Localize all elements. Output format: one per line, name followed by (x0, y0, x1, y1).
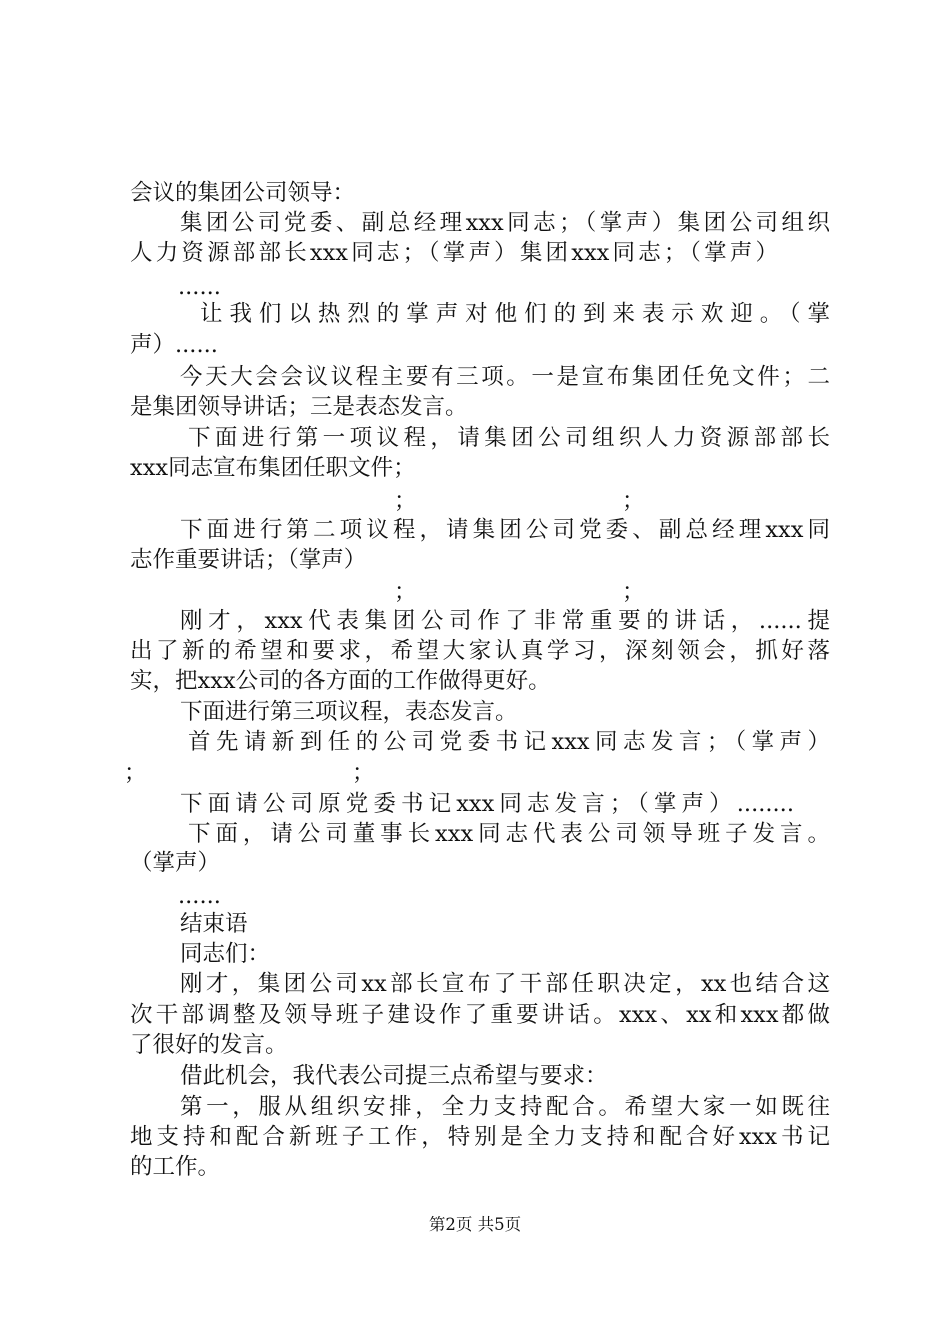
text-line: 是集团领导讲话；三是表态发言。 (130, 394, 468, 420)
text-line: 首先请新到任的公司党委书记xxx同志发言；（掌声） (188, 729, 830, 755)
text-line: ； (394, 488, 417, 514)
text-line: ； (394, 579, 417, 605)
text-line: ； (622, 579, 645, 605)
text-line: xxx同志宣布集团任职文件； (130, 455, 416, 481)
text-line: ； (124, 760, 147, 786)
text-line: 让我们以热烈的掌声对他们的到来表示欢迎。（掌 (200, 301, 830, 327)
page-number-footer: 第2页 共5页 (428, 1215, 522, 1234)
text-line: 今天大会会议议程主要有三项。一是宣布集团任免文件；二 (180, 364, 830, 390)
text-line: ...... (178, 274, 221, 300)
text-line: ； (622, 488, 645, 514)
text-line: 出了新的希望和要求，希望大家认真学习，深刻领会，抓好落 (130, 638, 830, 664)
text-line: 同志们： (180, 941, 271, 967)
text-line: ； (352, 760, 375, 786)
text-line: 会议的集团公司领导： (130, 180, 356, 206)
text-line: 下面进行第二项议程，请集团公司党委、副总经理xxx同 (180, 517, 830, 543)
text-line: 借此机会，我代表公司提三点希望与要求： (180, 1063, 608, 1089)
text-line: 下面，请公司董事长xxx同志代表公司领导班子发言。 (188, 821, 830, 847)
text-line: 次干部调整及领导班子建设作了重要讲话。xxx、xx和xxx都做 (130, 1002, 830, 1028)
text-line: 刚才，集团公司xx部长宣布了干部任职决定，xx也结合这 (180, 971, 830, 997)
text-line: 下面进行第三项议程，表态发言。 (180, 699, 518, 725)
text-line: （掌声） (130, 850, 221, 876)
text-line: 人力资源部部长xxx同志；（掌声）集团xxx同志；（掌声） (130, 240, 778, 266)
text-line: 志作重要讲话；（掌声） (130, 547, 367, 573)
text-line: 下面请公司原党委书记xxx同志发言；（掌声）........ (180, 791, 794, 817)
text-line: 实，把xxx公司的各方面的工作做得更好。 (130, 668, 551, 694)
text-line: 的工作。 (130, 1154, 221, 1180)
text-line: 声）...... (130, 332, 218, 358)
text-line: 刚才，xxx代表集团公司作了非常重要的讲话，......提 (180, 608, 830, 634)
text-line: ...... (178, 883, 221, 909)
text-line: 第一，服从组织安排，全力支持配合。希望大家一如既往 (180, 1094, 830, 1120)
text-line: 下面进行第一项议程，请集团公司组织人力资源部部长 (188, 425, 830, 451)
text-line: 结束语 (180, 911, 248, 937)
text-line: 地支持和配合新班子工作，特别是全力支持和配合好xxx书记 (130, 1124, 830, 1150)
text-line: 了很好的发言。 (130, 1032, 288, 1058)
text-line: 集团公司党委、副总经理xxx同志；（掌声）集团公司组织 (180, 210, 830, 236)
